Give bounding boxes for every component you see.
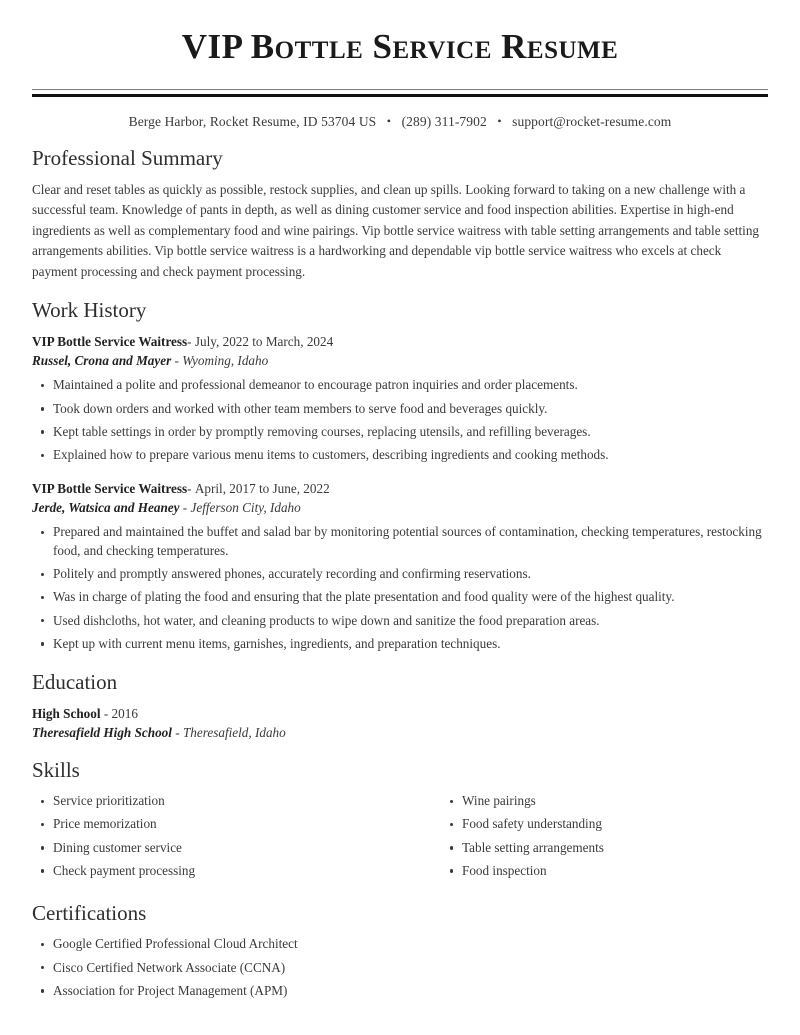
- list-item: Explained how to prepare various menu items to customers, describing ingredients and cooking methods.: [32, 446, 768, 465]
- contact-separator-1: •: [386, 113, 392, 128]
- work-entry-location: Jefferson City, Idaho: [190, 500, 301, 515]
- work-entry-bullets: [32, 376, 768, 464]
- list-item: Prepared and maintained the buffet and salad bar by monitoring potential sources of contamination, checking temperatures, restocking food, and checking temperatures.: [32, 523, 768, 560]
- work-entry-company: Russel, Crona and Mayer: [32, 353, 172, 369]
- work-entry-dash-1: -: [187, 480, 192, 496]
- list-item: Maintained a polite and professional demeanor to encourage patron inquiries and order placements.: [32, 376, 768, 395]
- list-item: Wine pairings: [441, 792, 768, 811]
- list-item: Cisco Certified Network Associate (CCNA): [32, 959, 768, 978]
- header-divider-rule: [32, 89, 768, 97]
- education-dash-2: -: [175, 724, 180, 740]
- section-skills: [32, 758, 768, 885]
- work-entry-company-line: [32, 498, 768, 517]
- education-year: 2016: [111, 705, 138, 721]
- skills-list-left: [32, 792, 400, 880]
- list-item: Was in charge of plating the food and ensuring that the plate presentation and food quality were of the highest quality.: [32, 588, 768, 607]
- skills-columns: [32, 792, 768, 885]
- certifications-list: [32, 935, 768, 1000]
- list-item: Google Certified Professional Cloud Architect: [32, 935, 768, 954]
- education-degree: High School: [32, 705, 101, 721]
- contact-phone: (289) 311-7902: [401, 113, 487, 129]
- list-item: Politely and promptly answered phones, accurately recording and confirming reservations.: [32, 565, 768, 584]
- page-title: VIP Bottle Service Resume: [181, 27, 619, 66]
- list-item: Dining customer service: [32, 839, 400, 858]
- list-item: Took down orders and worked with other team members to serve food and beverages quickly.: [32, 400, 768, 419]
- work-entry-dash-1: -: [187, 334, 192, 350]
- list-item: Association for Project Management (APM): [32, 982, 768, 1001]
- education-school-line: [32, 723, 768, 742]
- work-entry-role-line: [32, 332, 768, 351]
- section-certifications: [32, 901, 768, 1000]
- work-history-entry: [32, 479, 768, 654]
- work-entry-bullets: [32, 523, 768, 653]
- list-item: Table setting arrangements: [441, 839, 768, 858]
- section-professional-summary: [32, 146, 768, 282]
- work-entry-role-line: [32, 479, 768, 498]
- work-entry-location: Wyoming, Idaho: [182, 353, 269, 369]
- work-entry-role: VIP Bottle Service Waitress: [32, 480, 188, 496]
- list-item: Food inspection: [441, 862, 768, 881]
- education-school: Theresafield High School: [32, 724, 172, 740]
- work-entry-header: [32, 332, 768, 370]
- contact-email: support@rocket-resume.com: [512, 113, 672, 129]
- section-title-education: Education: [32, 669, 118, 694]
- contact-address: Berge Harbor, Rocket Resume, ID 53704 US: [128, 113, 377, 129]
- section-work-history: [32, 298, 768, 654]
- skills-column-right: [400, 792, 768, 885]
- skills-column-left: [32, 792, 400, 885]
- education-degree-line: [32, 704, 768, 723]
- section-title-skills: Skills: [32, 758, 80, 783]
- section-title-professional-summary: Professional Summary: [32, 145, 223, 170]
- work-history-entry: [32, 332, 768, 465]
- contact-line: [32, 114, 768, 130]
- work-entry-dates: April, 2017 to June, 2022: [194, 480, 330, 496]
- list-item: Used dishcloths, hot water, and cleaning products to wipe down and sanitize the food preparation areas.: [32, 612, 768, 631]
- skills-list-right: [441, 792, 768, 880]
- list-item: Check payment processing: [32, 862, 400, 881]
- section-title-work-history: Work History: [32, 297, 147, 322]
- contact-separator-2: •: [497, 113, 502, 128]
- work-entry-company-line: [32, 351, 768, 370]
- work-entry-dash-2: -: [182, 500, 188, 515]
- work-entry-header: [32, 479, 768, 517]
- list-item: Kept table settings in order by promptly removing courses, replacing utensils, and refilling beverages.: [32, 423, 768, 442]
- professional-summary-text: Clear and reset tables as quickly as possible, restock supplies, and clean up spills. Looking forward to taking on a new challenge with a successful team. Knowledge of pants in depth, as well as dining customer service and food inspection abilities. Expertise in high-end ingredients as well as complementary food and wine pairings. Vip bottle service waitress with table setting arrangements and table setting arrangements abilities. Vip bottle service waitress is a hardworking and dependable vip bottle service waitress who excels at check payment processing and check payment processing.: [32, 181, 760, 279]
- education-location: Theresafield, Idaho: [182, 724, 286, 740]
- work-entry-dash-2: -: [174, 353, 179, 369]
- education-entry: [32, 704, 768, 742]
- work-entry-role: VIP Bottle Service Waitress: [32, 334, 188, 350]
- list-item: Service prioritization: [32, 792, 400, 811]
- list-item: Food safety understanding: [441, 815, 768, 834]
- education-dash-1: -: [103, 705, 109, 721]
- work-entry-company: Jerde, Watsica and Heaney: [32, 500, 180, 515]
- section-title-certifications: Certifications: [32, 901, 147, 926]
- section-education: [32, 670, 768, 742]
- list-item: Price memorization: [32, 815, 400, 834]
- list-item: Kept up with current menu items, garnishes, ingredients, and preparation techniques.: [32, 635, 768, 654]
- work-entry-dates: July, 2022 to March, 2024: [194, 334, 334, 350]
